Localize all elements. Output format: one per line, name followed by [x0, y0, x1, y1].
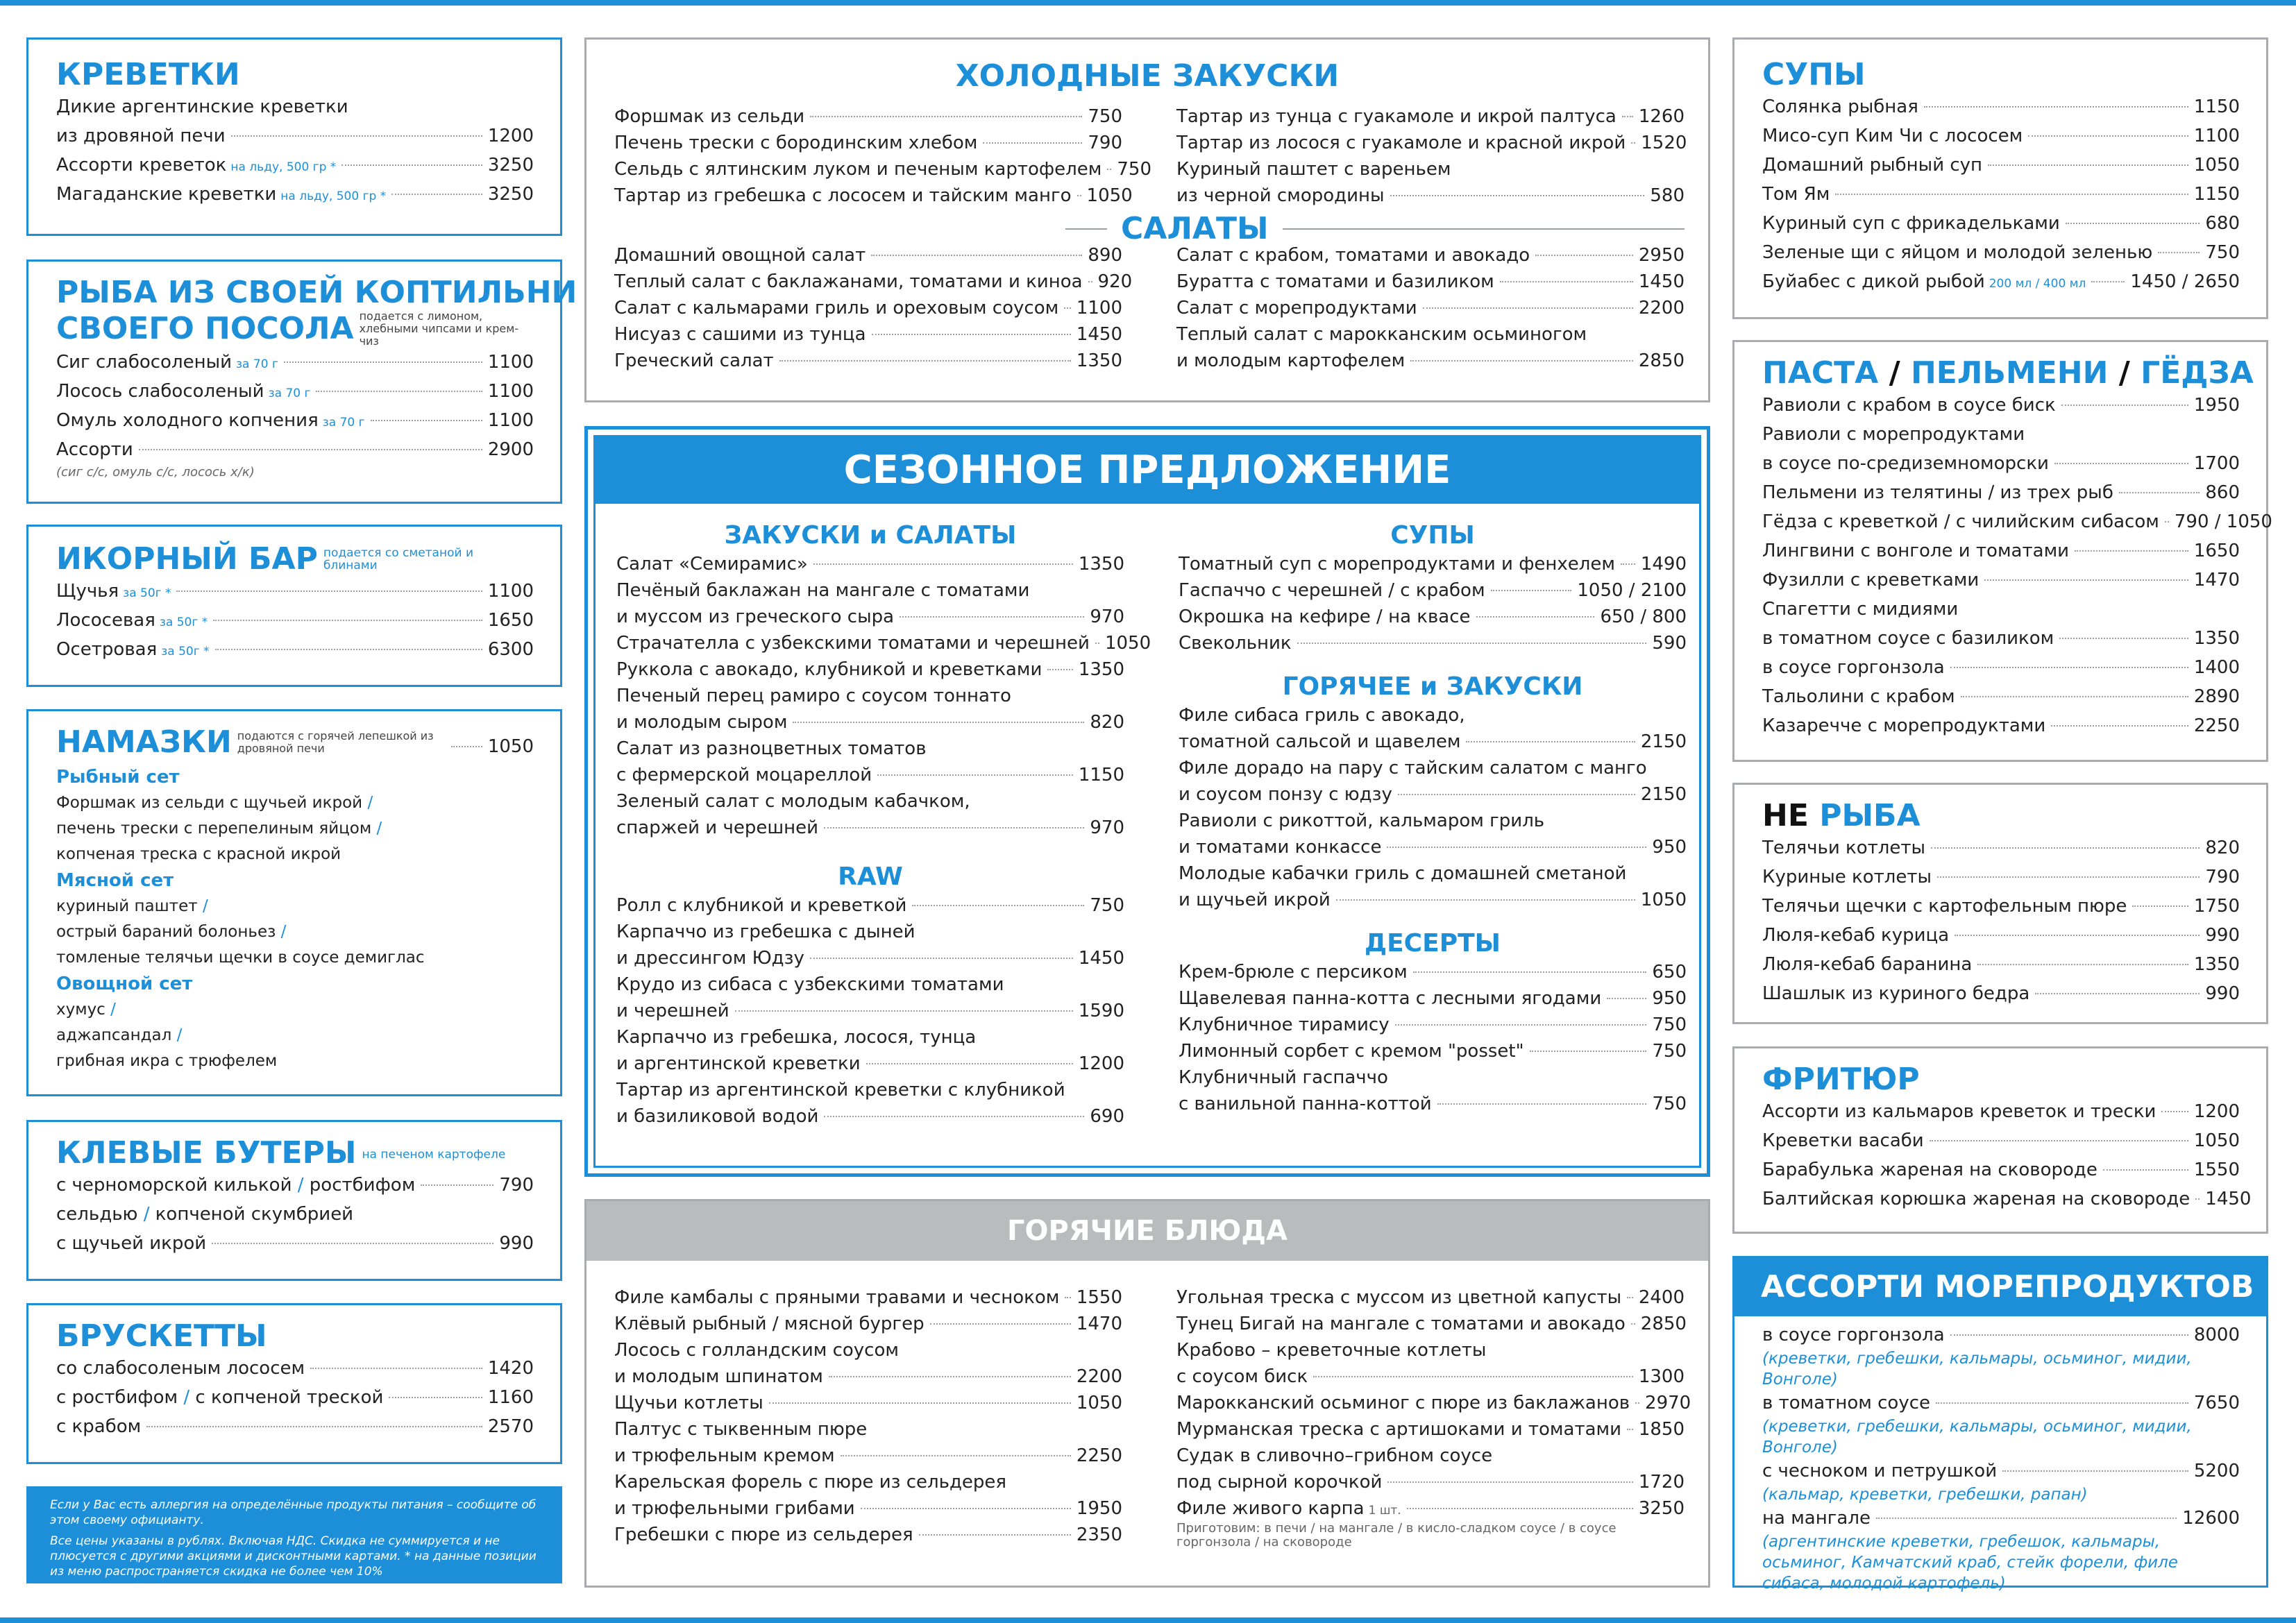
menu-item: с ростбифом / с копченой треской 1160: [56, 1387, 534, 1408]
menu-item: Лососевая за 50г * 1650: [56, 610, 534, 631]
soups-title: СУПЫ: [1762, 57, 1866, 92]
not-fish-title: НЕ РЫБА: [1762, 798, 1921, 833]
shrimp-section: [26, 37, 562, 236]
butters-title: КЛЕВЫЕ БУТЕРЫ на печеном картофеле: [56, 1135, 506, 1171]
menu-item: с черноморской килькой / ростбифом 790: [56, 1175, 534, 1196]
menu-item: со слабосоленым лососем 1420: [56, 1358, 534, 1379]
smoked-footnote: (сиг с/с, омуль с/с, лосось х/к): [56, 465, 255, 479]
cold-title: ХОЛОДНЫЕ ЗАКУСКИ: [955, 58, 1340, 94]
smoked-title-2: СВОЕГО ПОСОЛА подается с лимоном, хлебными чипсами и крем-чиз: [56, 309, 519, 348]
price-note: Все цены указаны в рублях. Включая НДС. Скидка не суммируется и не плюсуется с другими акциями и дисконтными картами. * на данные позиции из меню распространяется скидка не более чем 10%: [50, 1534, 537, 1579]
seafood-assortment-section: АССОРТИ МОРЕПРОДУКТОВ в соусе горгонзола 8000 (креветки, гребешки, кальмары, осьминог, мидии, Вонголе) в томатном соусе 7650 (креветки, гребешки, кальмары, осьминог, мидии, Вонголе) с чесноком и петрушкой 5200 (кальмар, креветки, гребешки, рапан) на мангале 12600 (аргентинские креветки, гребешок, кальмары, осьминог, Камчатский краб, стейк форели, филе сибаса, молодой картофель): [1732, 1256, 2268, 1588]
bruschetta-title: БРУСКЕТТЫ: [56, 1318, 267, 1354]
menu-item: Ассорти 2900: [56, 439, 534, 460]
seasonal-section: СЕЗОННОЕ ПРЕДЛОЖЕНИЕ ЗАКУСКИ и САЛАТЫ Салат «Семирамис» 1350 Печёный баклажан на мангале с томатами и муссом из греческого сыра 970 Страчателла с узбекскими томатами и черешней 1050 Руккола с авокадо, клубникой и креветками 1350 Печеный перец рамиро с соусом тоннато и молодым сыром 820 Салат из разноцветных томатов с фермерской моцареллой 1150 Зеленый салат с молодым кабачком, спаржей и черешней 970 RAW Ролл с клубникой и креветкой 750 Карпаччо из гребешка с дыней и дрессингом Юдзу 1450 Крудо из сибаса с узбекскими томатами и черешней 1590 Карпаччо из гребешка, лосося, тунца и аргентинской креветки 1200 Тартар из аргентинской креветки с клубникой и базиликовой водой 690 СУПЫ Томатный суп с морепродуктами и фенхелем 1490 Гаспаччо с черешней / с крабом 1050 / 2100 Окрошка на кефире / на квасе 650 / 800 Свекольник 590 ГОРЯЧЕЕ и ЗАКУСКИ Филе сибаса гриль с авокадо, томатной сальсой и щавелем 2150 Филе дорадо на пару с тайским салатом с манго и соусом понзу с юдзу 2150 Равиоли с рикоттой, кальмаром гриль и томатами конкассе 950 Молодые кабачки гриль с домашней сметаной и щучьей икрой 1050 ДЕСЕРТЫ Крем-брюле с персиком 650 Щавелевая панна-котта с лесными ягодами 950 Клубничное тирамису 750 Лимонный сорбет с кремом "posset" 750 Клубничный гаспаччо с ванильной панна-коттой 750: [584, 426, 1710, 1177]
spreads-header: НАМАЗКИ подаются с горячей лепешкой из дровяной печи 1050: [56, 724, 534, 760]
seasonal-title: СЕЗОННОЕ ПРЕДЛОЖЕНИЕ: [596, 437, 1699, 504]
meat-set-label: Мясной сет: [56, 870, 174, 891]
soups-section: СУПЫ Солянка рыбная 1150 Мисо-суп Ким Чи с лососем 1100 Домашний рыбный суп 1050 Том Ям 1150 Куриный суп с фрикадельками 680 Зеленые щи с яйцом и молодой зеленью 750 Буйабес с дикой рыбой 200 мл / 400 мл 1450 / 2650: [1732, 37, 2268, 319]
pasta-title: ПАСТА / ПЕЛЬМЕНИ / ГЁДЗА: [1762, 355, 2254, 391]
not-fish-section: НЕ РЫБА Телячьи котлеты 820 Куриные котлеты 790 Телячьи щечки с картофельным пюре 1750 Люля-кебаб курица 990 Люля-кебаб баранина 1350 Шашлык из куриного бедра 990: [1732, 783, 2268, 1024]
desserts-title: ДЕСЕРТЫ: [1365, 929, 1501, 958]
menu-item: Щучья за 50г * 1100: [56, 581, 534, 602]
spreads-section: НАМАЗКИ подаются с горячей лепешкой из дровяной печи 1050 Рыбный сет Форшмак из сельди с щучьей икрой / печень трески с перепелиным яйцом / копченая треска с красной икрой Мясной сет куриный паштет / острый бараний болоньез / томленые телячьи щечки в соусе демиглас Овощной сет хумус / аджапсандал / грибная икра с трюфелем: [26, 709, 562, 1096]
carp-note: Приготовим: в печи / на мангале / в кисло-сладком соусе / в соусе горгонзола / на сковороде: [1176, 1521, 1617, 1549]
pasta-section: ПАСТА / ПЕЛЬМЕНИ / ГЁДЗА Равиоли с крабом в соусе биск 1950 Равиоли с морепродуктами в соусе по-средиземноморски 1700 Пельмени из телятины / из трех рыб 860 Гёдза с креветкой / с чилийским сибасом 790 / 1050 Лингвини с вонголе и томатами 1650 Фузилли с креветками 1470 Спагетти с мидиями в томатном соусе с базиликом 1350 в соусе горгонзола 1400 Тальолини с крабом 2890 Казаречче с морепродуктами 2250: [1732, 340, 2268, 762]
top-accent-bar: [0, 0, 2296, 6]
menu-item: с крабом 2570: [56, 1416, 534, 1437]
menu-item: Ассорти креветок на льду, 500 гр * 3250: [56, 155, 534, 176]
menu-item: Магаданские креветки на льду, 500 гр * 3250: [56, 184, 534, 205]
seasonal-soups-title: СУПЫ: [1390, 521, 1475, 550]
menu-item: Омуль холодного копчения за 70 г 1100: [56, 410, 534, 431]
raw-title: RAW: [838, 863, 903, 891]
smoked-fish-section: [26, 260, 577, 504]
menu-item: Сиг слабосоленый за 70 г 1100: [56, 352, 534, 373]
allergy-note: Если у Вас есть аллергия на определённые продукты питания – сообщите об этом своему официанту.: [50, 1498, 537, 1527]
salads-heading: САЛАТЫ: [1065, 212, 1685, 246]
seasonal-snacks-title: ЗАКУСКИ и САЛАТЫ: [724, 521, 1017, 550]
menu-item: с щучьей икрой 990: [56, 1233, 534, 1254]
fryer-section: ФРИТЮР Ассорти из кальмаров креветок и трески 1200 Креветки васаби 1050 Барабулька жареная на сковороде 1550 Балтийская корюшка жареная на сковороде 1450: [1732, 1046, 2268, 1234]
menu-item: из дровяной печи 1200: [56, 126, 534, 146]
menu-item: Осетровая за 50г * 6300: [56, 639, 534, 660]
seafood-title: АССОРТИ МОРЕПРОДУКТОВ: [1734, 1258, 2266, 1316]
allergy-info-box: [26, 1486, 562, 1583]
fryer-title: ФРИТЮР: [1762, 1062, 1920, 1097]
cold-snacks-section: ХОЛОДНЫЕ ЗАКУСКИ Форшмак из сельди 750 Печень трески с бородинским хлебом 790 Сельдь с ялтинским луком и печеным картофелем 750 Тартар из гребешка с лососем и тайским манго 1050 Тартар из тунца с гуакамоле и икрой палтуса 1260 Тартар из лосося с гуакамоле и красной икрой 1520 Куриный паштет с вареньем из черной смородины 580 САЛАТЫ Домашний овощной салат 890 Теплый салат с баклажанами, томатами и киноа 920 Салат с кальмарами гриль и ореховым соусом 1100 Нисуаз с сашими из тунца 1450 Греческий салат 1350 Салат с крабом, томатами и авокадо 2950 Буратта с томатами и базиликом 1450 Салат с морепродуктами 2200 Теплый салат с марокканским осьминогом и молодым картофелем 2850: [584, 37, 1710, 402]
bruschetta-section: [26, 1303, 562, 1464]
fish-set-label: Рыбный сет: [56, 767, 180, 788]
shrimp-line: Дикие аргентинские креветки: [56, 96, 348, 117]
seasonal-hot-title: ГОРЯЧЕЕ и ЗАКУСКИ: [1282, 672, 1583, 701]
menu-item: Лосось слабосоленый за 70 г 1100: [56, 381, 534, 402]
bottom-accent-bar: [0, 1617, 2296, 1623]
caviar-title: ИКОРНЫЙ БАР подается со сметаной и блинами: [56, 541, 473, 577]
shrimp-title: КРЕВЕТКИ: [56, 57, 240, 92]
butters-section: КЛЕВЫЕ БУТЕРЫ на печеном картофеле с черноморской килькой / ростбифом 790 сельдью / копченой скумбрией с щучьей икрой 990: [26, 1120, 562, 1281]
hot-dishes-title: ГОРЯЧИЕ БЛЮДА: [586, 1201, 1708, 1261]
veg-set-label: Овощной сет: [56, 974, 193, 994]
hot-dishes-section: ГОРЯЧИЕ БЛЮДА Филе камбалы с пряными травами и чесноком 1550 Клёвый рыбный / мясной бургер 1470 Лосось с голландским соусом и молодым шпинатом 2200 Щучьи котлеты 1050 Палтус с тыквенным пюре и трюфельным кремом 2250 Карельская форель с пюре из сельдерея и трюфельными грибами 1950 Гребешки с пюре из сельдерея 2350 Угольная треска с муссом из цветной капусты 2400 Тунец Бигай на мангале с томатами и авокадо 2850 Крабово – креветочные котлеты с соусом биск 1300 Марокканский осьминог с пюре из баклажанов 2970 Мурманская треска с артишоками и томатами 1850 Судак в сливочно–грибном соусе под сырной корочкой 1720 Филе живого карпа 1 шт. 3250 Приготовим: в печи / на мангале / в кисло-сладком соусе / в соусе горгонзола / на сковороде: [584, 1199, 1710, 1588]
caviar-section: [26, 525, 562, 687]
smoked-title: РЫБА ИЗ СВОЕЙ КОПТИЛЬНИ: [56, 275, 577, 310]
